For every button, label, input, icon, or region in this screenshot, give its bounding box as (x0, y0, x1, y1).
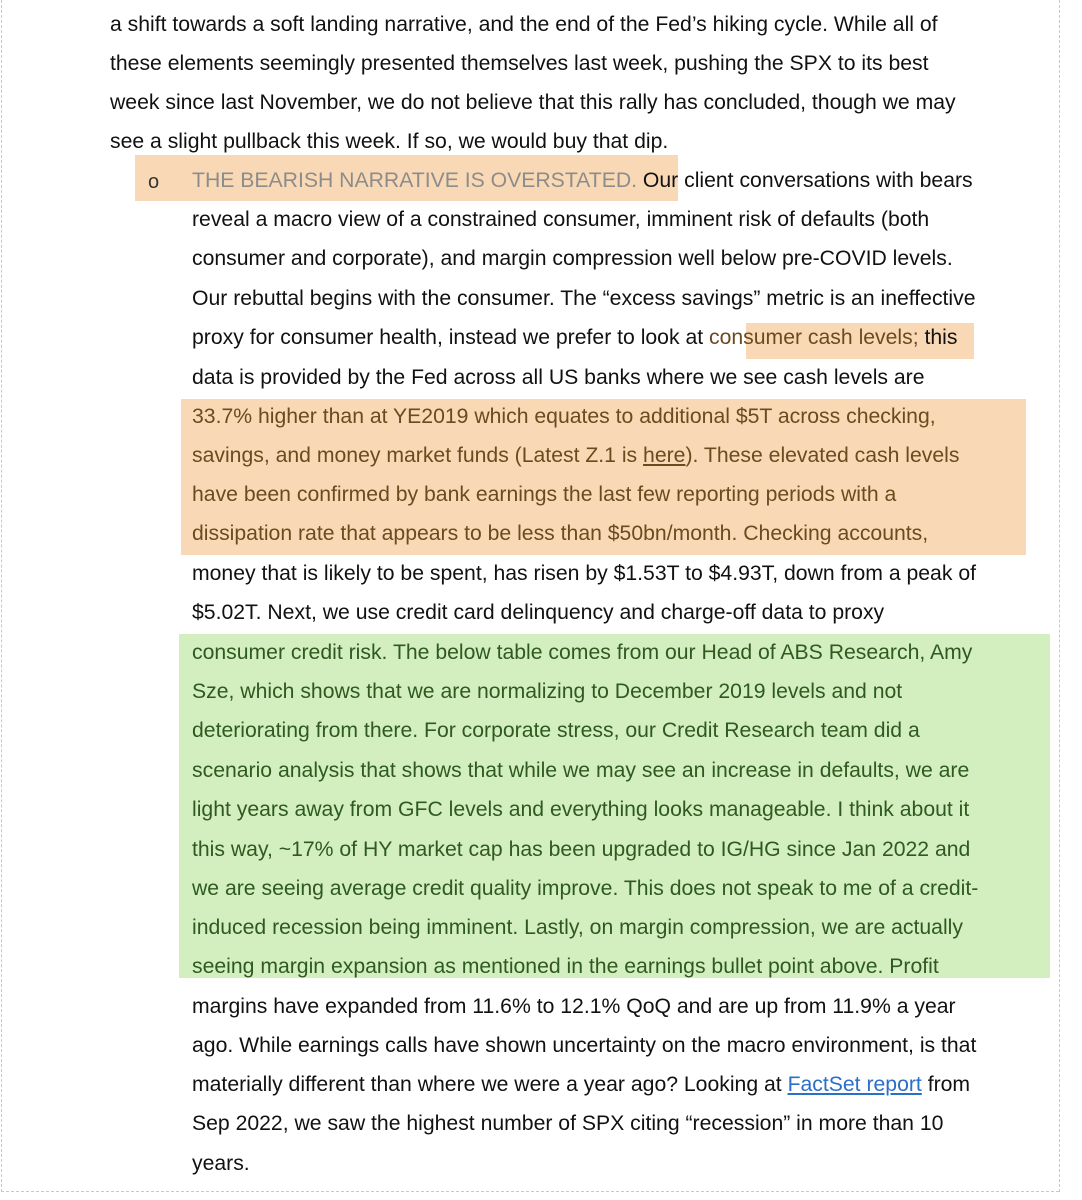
text-line: $5.02T. Next, we use credit card delinquency and charge-off data to proxy (192, 601, 885, 624)
page-border-left (1, 0, 2, 1192)
factset-report-link[interactable]: FactSet report (787, 1073, 922, 1096)
text-span: ). These elevated cash levels (685, 444, 960, 467)
text-span: proxy for consumer health, instead we prefer to look at (192, 326, 710, 349)
text-line: consumer and corporate), and margin compression well below pre-COVID levels. (192, 247, 953, 270)
text-line: money that is likely to be spent, has risen by $1.53T to $4.93T, down from a peak of (192, 562, 976, 585)
text-line (192, 1065, 970, 1104)
highlighted-phrase: consumer cash levels; (709, 326, 919, 349)
text-line: reveal a macro view of a constrained consumer, imminent risk of defaults (both (192, 208, 930, 231)
text-span: from (921, 1073, 971, 1096)
page-border-right (1059, 0, 1060, 1192)
text-line: scenario analysis that shows that while we may see an increase in defaults, we are (192, 759, 970, 782)
text-line: see a slight pullback this week. If so, we would buy that dip. (110, 130, 669, 153)
text-span: this (918, 326, 958, 349)
text-line (192, 318, 957, 357)
bullet-heading: THE BEARISH NARRATIVE IS OVERSTATED. (192, 169, 638, 192)
text-line: margins have expanded from 11.6% to 12.1% QoQ and are up from 11.9% a year (192, 995, 956, 1018)
text-line: we are seeing average credit quality improve. This does not speak to me of a credit- (192, 877, 979, 900)
text-line: a shift towards a soft landing narrative, and the end of the Fed’s hiking cycle. While all of (110, 13, 938, 36)
text-line: years. (192, 1152, 250, 1175)
text-line: deteriorating from there. For corporate stress, our Credit Research team did a (192, 719, 920, 742)
text-line: consumer credit risk. The below table comes from our Head of ABS Research, Amy (192, 641, 973, 664)
here-link[interactable]: here (643, 444, 686, 467)
text-line: Sze, which shows that we are normalizing to December 2019 levels and not (192, 680, 903, 703)
page-border-bottom (1, 1191, 1059, 1192)
text-line: 33.7% higher than at YE2019 which equates to additional $5T across checking, (192, 405, 936, 428)
text-line: Sep 2022, we saw the highest number of SPX citing “recession” in more than 10 (192, 1112, 944, 1135)
text-line: week since last November, we do not believe that this rally has concluded, though we may (110, 91, 956, 114)
text-line: seeing margin expansion as mentioned in the earnings bullet point above. Profit (192, 955, 939, 978)
text-line: dissipation rate that appears to be less than $50bn/month. Checking accounts, (192, 522, 929, 545)
bullet-marker: o (148, 171, 160, 193)
text-line: light years away from GFC levels and everything looks manageable. I think about it (192, 798, 970, 821)
text-line: data is provided by the Fed across all US banks where we see cash levels are (192, 366, 925, 389)
text-line: Our rebuttal begins with the consumer. The “excess savings” metric is an ineffective (192, 287, 976, 310)
text-span: materially different than where we were a year ago? Looking at (192, 1073, 788, 1096)
text-line (192, 436, 959, 475)
text-line: these elements seemingly presented themselves last week, pushing the SPX to its best (110, 52, 929, 75)
text-line: this way, ~17% of HY market cap has been upgraded to IG/HG since Jan 2022 and (192, 838, 971, 861)
text-line: induced recession being imminent. Lastly, on margin compression, we are actually (192, 916, 963, 939)
text-line (192, 161, 973, 200)
text-line: have been confirmed by bank earnings the last few reporting periods with a (192, 483, 897, 506)
text-span: Our client conversations with bears (637, 169, 973, 192)
text-line: ago. While earnings calls have shown uncertainty on the macro environment, is that (192, 1034, 977, 1057)
text-span: savings, and money market funds (Latest Z.1 is (192, 444, 644, 467)
